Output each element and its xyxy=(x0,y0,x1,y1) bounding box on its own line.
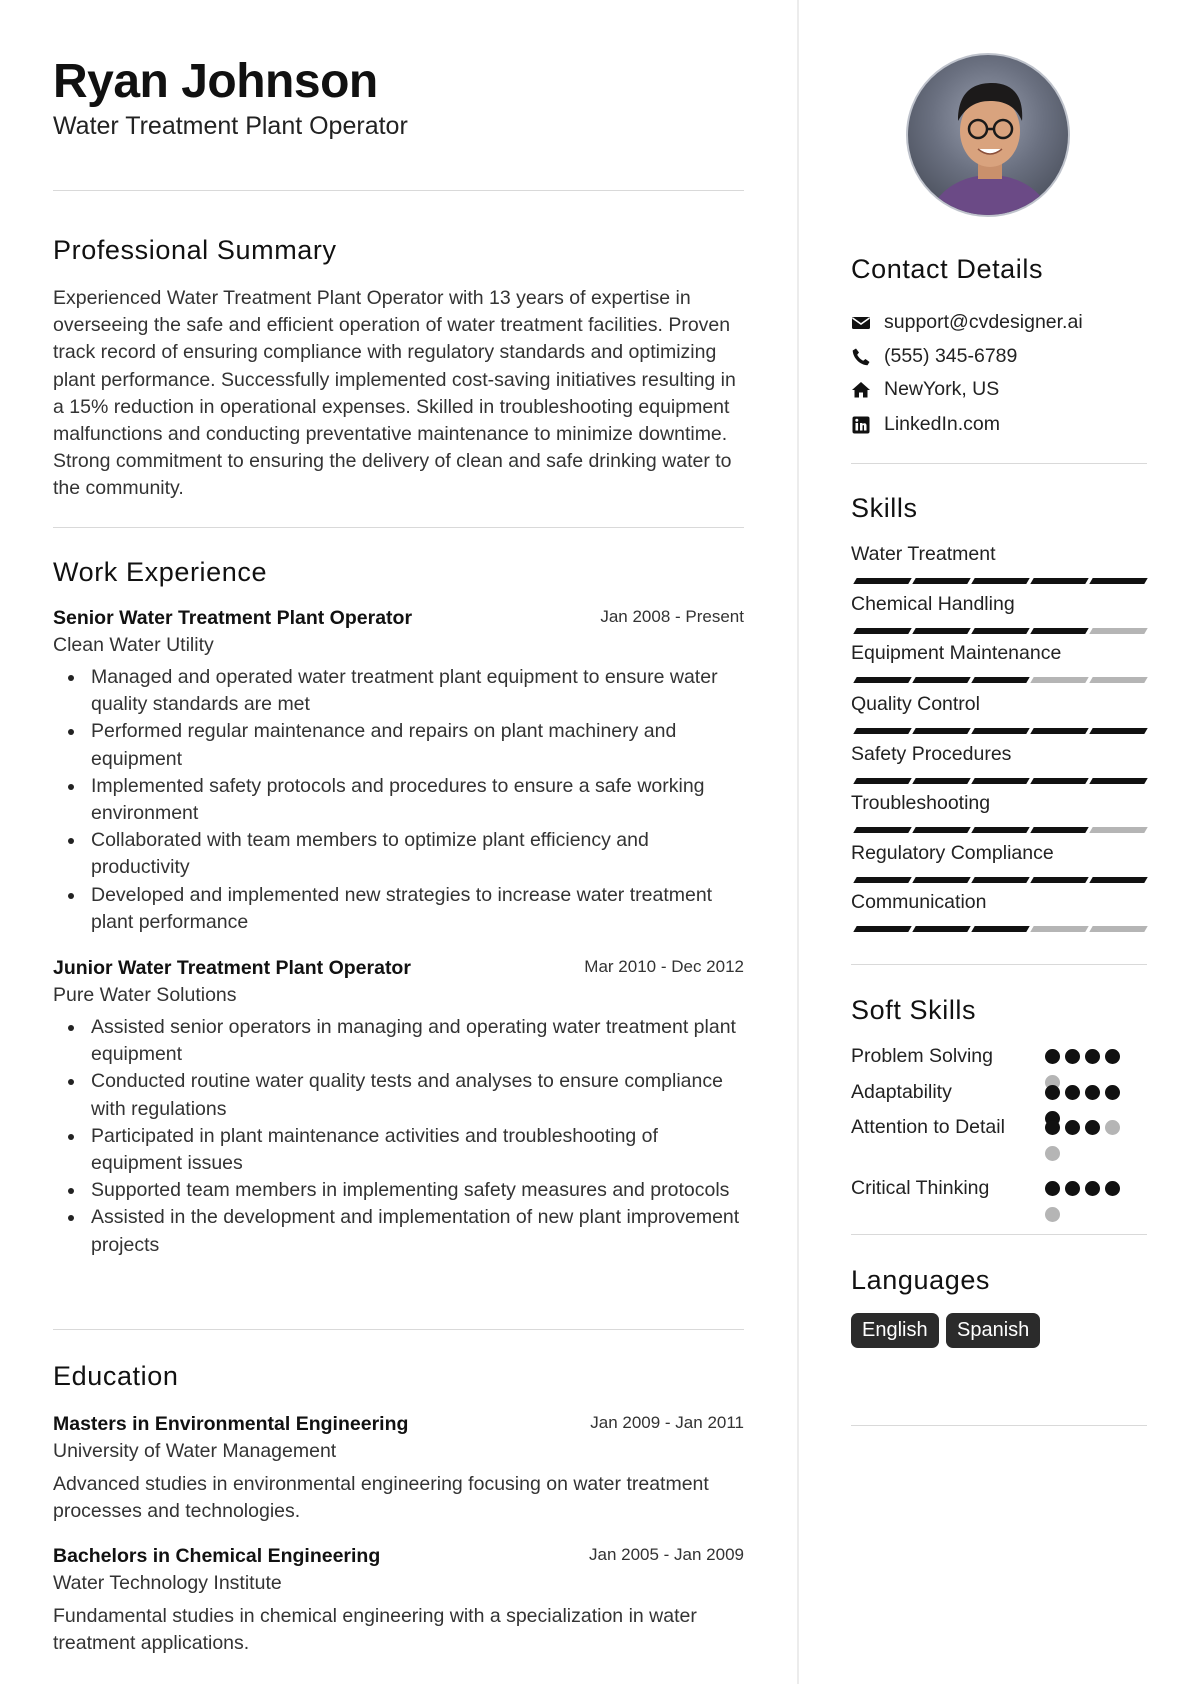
education-heading: Education xyxy=(53,1361,179,1391)
rating-dot xyxy=(1045,1120,1060,1135)
envelope-icon xyxy=(851,313,871,333)
soft-skill-name: Problem Solving xyxy=(851,1045,993,1067)
skill-level-segment xyxy=(1030,778,1088,784)
job-entry xyxy=(53,957,744,1259)
candidate-title: Water Treatment Plant Operator xyxy=(53,112,408,140)
skill-level-bar xyxy=(851,578,1147,584)
skill-level-segment xyxy=(1030,926,1088,932)
rating-dot xyxy=(1065,1085,1080,1100)
job-title: Senior Water Treatment Plant Operator xyxy=(53,607,413,629)
skill-level-segment xyxy=(853,728,911,734)
language-tag: English xyxy=(851,1313,939,1348)
skill-level-segment xyxy=(853,827,911,833)
skill-level-segment xyxy=(1089,926,1147,932)
skill-level-segment xyxy=(853,578,911,584)
rating-dot xyxy=(1045,1049,1060,1064)
education-dates: Jan 2005 - Jan 2009 xyxy=(588,1545,744,1564)
skill-level-bar xyxy=(851,926,1147,932)
degree-title: Bachelors in Chemical Engineering xyxy=(53,1545,381,1567)
skill-name: Water Treatment xyxy=(851,543,996,565)
skill-item xyxy=(851,593,1147,616)
list-item: Collaborated with team members to optimize plant efficiency and productivity xyxy=(53,827,744,881)
school-name: University of Water Management xyxy=(53,1440,337,1462)
soft-skill-item xyxy=(851,1114,1147,1141)
skill-level-segment xyxy=(1089,628,1147,634)
skill-level-segment xyxy=(853,778,911,784)
degree-title: Masters in Environmental Engineering xyxy=(53,1413,409,1435)
skill-level-segment xyxy=(912,827,970,833)
soft-skill-name: Adaptability xyxy=(851,1081,952,1103)
list-item: Supported team members in implementing safety measures and protocols xyxy=(53,1177,744,1204)
list-item: Assisted senior operators in managing and operating water treatment plant equipment xyxy=(53,1014,744,1068)
skill-level-segment xyxy=(912,728,970,734)
skill-level-segment xyxy=(1030,877,1088,883)
rating-dot xyxy=(1105,1049,1120,1064)
email-text: support@cvdesigner.ai xyxy=(884,311,1083,333)
divider xyxy=(53,1329,744,1330)
skill-level-segment xyxy=(912,877,970,883)
home-icon xyxy=(851,380,871,400)
languages-heading: Languages xyxy=(851,1265,991,1295)
divider xyxy=(851,1234,1147,1235)
education-description: Fundamental studies in chemical engineering with a specialization in water treatment applications. xyxy=(53,1605,697,1655)
divider xyxy=(851,964,1147,965)
skill-level-segment xyxy=(971,877,1029,883)
linkedin-icon xyxy=(851,415,871,435)
skill-level-segment xyxy=(971,778,1029,784)
skill-level-segment xyxy=(971,827,1029,833)
column-divider xyxy=(797,0,799,1684)
divider xyxy=(851,463,1147,464)
skill-level-segment xyxy=(853,926,911,932)
divider xyxy=(53,190,744,191)
skill-name: Communication xyxy=(851,891,987,913)
skill-level-bar xyxy=(851,628,1147,634)
skill-level-bar xyxy=(851,728,1147,734)
rating-dot xyxy=(1105,1085,1120,1100)
rating-dot xyxy=(1065,1120,1080,1135)
skill-item xyxy=(851,743,1147,766)
skill-level-segment xyxy=(912,578,970,584)
skill-item xyxy=(851,842,1147,865)
skill-level-segment xyxy=(912,628,970,634)
skill-level-segment xyxy=(1089,877,1147,883)
education-entry xyxy=(53,1545,744,1657)
experience-heading: Work Experience xyxy=(53,557,268,587)
education-dates: Jan 2009 - Jan 2011 xyxy=(590,1413,744,1432)
skill-level-segment xyxy=(1089,728,1147,734)
list-item: Assisted in the development and implementation of new plant improvement projects xyxy=(53,1204,744,1258)
skill-level-bar xyxy=(851,778,1147,784)
soft-skill-item xyxy=(851,1043,1147,1070)
job-company: Pure Water Solutions xyxy=(53,984,237,1006)
linkedin-text: LinkedIn.com xyxy=(884,413,1000,435)
skill-level-segment xyxy=(1030,677,1088,683)
skill-level-bar xyxy=(851,677,1147,683)
list-item: Managed and operated water treatment plant equipment to ensure water quality standards are met xyxy=(53,664,744,718)
soft-skills-heading: Soft Skills xyxy=(851,995,977,1025)
job-bullets xyxy=(53,664,744,936)
school-name: Water Technology Institute xyxy=(53,1572,282,1594)
rating-dot xyxy=(1085,1049,1100,1064)
skill-name: Regulatory Compliance xyxy=(851,842,1054,864)
job-entry xyxy=(53,607,744,936)
soft-skill-item xyxy=(851,1079,1147,1106)
skill-level-segment xyxy=(912,778,970,784)
skill-level-segment xyxy=(1089,827,1147,833)
skill-level-segment xyxy=(971,578,1029,584)
rating-dot xyxy=(1045,1207,1060,1222)
divider xyxy=(851,1425,1147,1426)
contact-heading: Contact Details xyxy=(851,254,1044,284)
rating-dot xyxy=(1065,1181,1080,1196)
skill-item xyxy=(851,891,1147,914)
skill-level-segment xyxy=(1030,628,1088,634)
phone-text: (555) 345-6789 xyxy=(884,345,1018,367)
soft-skill-item xyxy=(851,1175,1147,1202)
skill-level-segment xyxy=(971,628,1029,634)
skill-level-segment xyxy=(1089,677,1147,683)
skill-item xyxy=(851,792,1147,815)
job-company: Clean Water Utility xyxy=(53,634,214,656)
summary-text: Experienced Water Treatment Plant Operator with 13 years of expertise in overseeing the safe and efficient operation of water treatment facilities. Proven track record of ensuring compliance with regulatory standards and optimizing plant performance. Successfully implemented cost-saving initiatives resulting in a 15% reduction in operational expenses. Skilled in troubleshooting equipment malfunctions and conducting preventative maintenance to minimize downtime. Strong commitment to ensuring the delivery of clean and safe drinking water to the community. xyxy=(53,287,736,500)
skill-level-segment xyxy=(971,728,1029,734)
rating-dot xyxy=(1085,1181,1100,1196)
job-title: Junior Water Treatment Plant Operator xyxy=(53,957,411,979)
rating-dot xyxy=(1085,1120,1100,1135)
education-description: Advanced studies in environmental engineering focusing on water treatment processes and technologies. xyxy=(53,1473,709,1523)
skill-level-bar xyxy=(851,877,1147,883)
rating-dot xyxy=(1105,1120,1120,1135)
rating-dot xyxy=(1105,1181,1120,1196)
rating-dot xyxy=(1045,1181,1060,1196)
list-item: Participated in plant maintenance activities and troubleshooting of equipment issues xyxy=(53,1123,744,1177)
skill-level-segment xyxy=(912,677,970,683)
skill-name: Quality Control xyxy=(851,693,980,715)
skill-level-segment xyxy=(1089,578,1147,584)
list-item: Implemented safety protocols and procedures to ensure a safe working environment xyxy=(53,773,744,827)
language-tag: Spanish xyxy=(946,1313,1040,1348)
skill-item xyxy=(851,642,1147,665)
rating-dot xyxy=(1045,1085,1060,1100)
skill-item xyxy=(851,693,1147,716)
rating-dot xyxy=(1045,1146,1060,1161)
avatar-illustration xyxy=(908,55,1070,217)
job-bullets xyxy=(53,1014,744,1259)
rating-dot xyxy=(1085,1085,1100,1100)
skill-level-segment xyxy=(1030,578,1088,584)
skill-level-segment xyxy=(853,877,911,883)
skills-heading: Skills xyxy=(851,493,918,523)
divider xyxy=(53,527,744,528)
phone-icon xyxy=(851,347,871,367)
skill-item xyxy=(851,543,1147,566)
job-dates: Jan 2008 - Present xyxy=(600,607,744,626)
skill-name: Chemical Handling xyxy=(851,593,1015,615)
list-item: Conducted routine water quality tests and analyses to ensure compliance with regulations xyxy=(53,1068,744,1122)
list-item: Developed and implemented new strategies to increase water treatment plant performance xyxy=(53,882,744,936)
skill-name: Troubleshooting xyxy=(851,792,991,814)
list-item: Performed regular maintenance and repairs on plant machinery and equipment xyxy=(53,718,744,772)
education-entry xyxy=(53,1413,744,1525)
skill-name: Safety Procedures xyxy=(851,743,1012,765)
skill-level-segment xyxy=(971,926,1029,932)
summary-heading: Professional Summary xyxy=(53,235,337,265)
skill-level-segment xyxy=(1089,778,1147,784)
job-dates: Mar 2010 - Dec 2012 xyxy=(584,957,744,976)
avatar xyxy=(906,53,1070,217)
skill-level-segment xyxy=(1030,728,1088,734)
skill-level-segment xyxy=(853,677,911,683)
skill-level-segment xyxy=(912,926,970,932)
skill-level-bar xyxy=(851,827,1147,833)
soft-skill-name: Critical Thinking xyxy=(851,1177,990,1199)
location-text: NewYork, US xyxy=(884,378,1000,400)
skill-name: Equipment Maintenance xyxy=(851,642,1062,664)
skill-level-segment xyxy=(1030,827,1088,833)
skill-level-segment xyxy=(853,628,911,634)
soft-skill-name: Attention to Detail xyxy=(851,1116,1005,1138)
rating-dot xyxy=(1065,1049,1080,1064)
candidate-name: Ryan Johnson xyxy=(53,55,378,108)
skill-level-segment xyxy=(971,677,1029,683)
